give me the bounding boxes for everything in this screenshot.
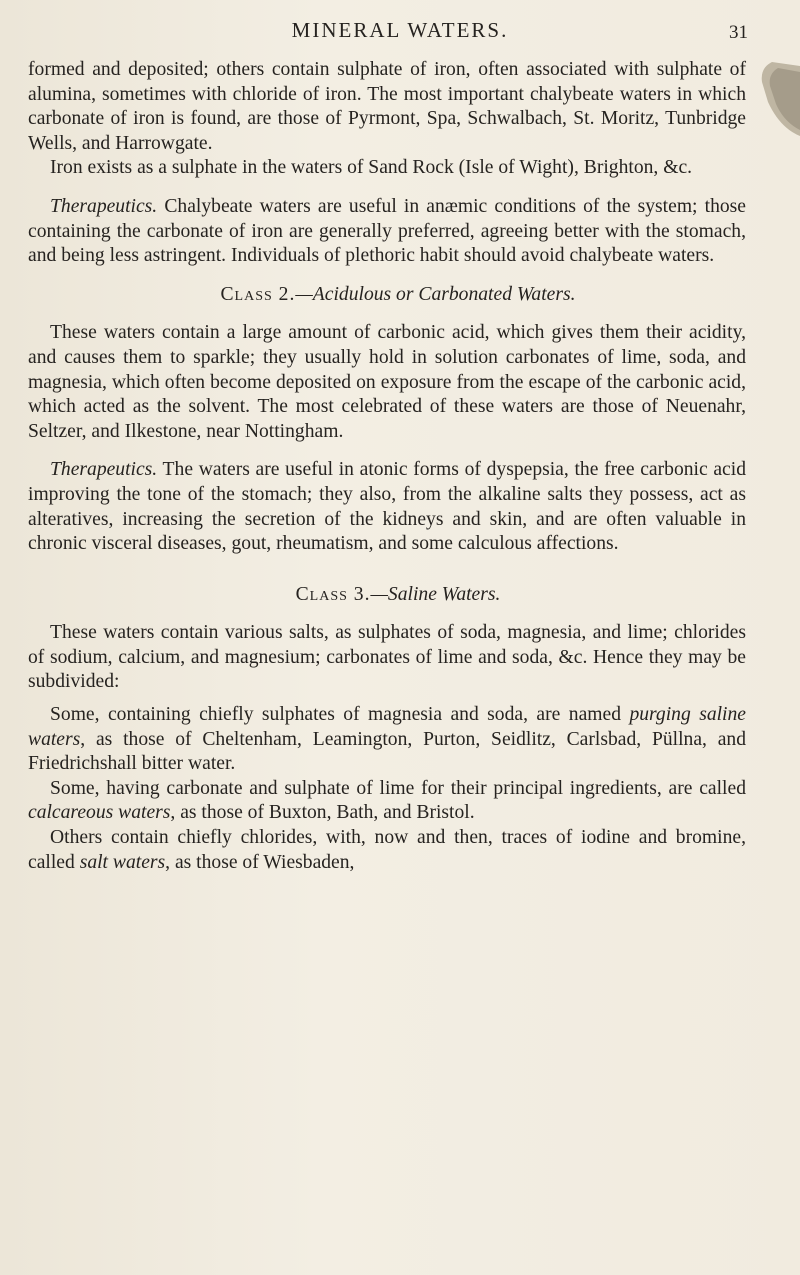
paragraph: formed and deposited; others contain sulphate of iron, often associated with sulphate of alumina, sometimes with chloride of iron. The most important chalybeate waters in which carbonate of iron is found, are those of Pyrmont, Spa, Schwalbach, St. Moritz, Tunbridge Wells, and Harrowgate. bbox=[28, 59, 746, 154]
paragraph-text: Chalybeate waters are useful in anæmic conditions of the system; those containing the carbonate of iron are generally preferred, agreeing better with the stomach, and being less astringent. Individuals of plethoric habit should avoid chalybeate waters. bbox=[28, 195, 746, 267]
section-number: Class 3. bbox=[295, 583, 371, 605]
page-number: 31 bbox=[729, 22, 748, 43]
paragraph: Some, having carbonate and sulphate of lime for their principal ingredients, are called calcareous waters, as those of Buxton, Bath, and Bristol. bbox=[28, 777, 746, 824]
paragraph: Others contain chiefly chlorides, with, now and then, traces of iodine and bromine, called salt waters, as those of Wiesbaden, bbox=[28, 827, 746, 873]
body-text bbox=[28, 58, 746, 875]
section-heading bbox=[28, 583, 746, 608]
section-title: —Acidulous or Carbonated Waters. bbox=[295, 283, 576, 305]
paragraph: Iron exists as a sulphate in the waters of Sand Rock (Isle of Wight), Brighton, &c. bbox=[50, 157, 693, 179]
running-title: MINERAL WATERS. bbox=[291, 18, 509, 42]
section-heading bbox=[28, 283, 746, 308]
paper-tab-icon bbox=[750, 58, 800, 138]
emphasis: salt waters bbox=[79, 851, 166, 873]
paragraph: Some, containing chiefly sulphates of magnesia and soda, are named purging saline waters, as those of Cheltenham, Leamington, Purton, Seidlitz, Carlsbad, Püllna, and Friedrichshall bitter water. bbox=[28, 704, 746, 775]
paragraph: These waters contain a large amount of carbonic acid, which gives them their acidity, and causes them to sparkle; they usually hold in solution carbonates of lime, soda, and magnesia, which often become deposited on exposure from the escape of the carbonic acid, which acted as the solvent. The most celebrated of these waters are those of Neuenahr, Seltzer, and Ilkestone, near Nottingham. bbox=[28, 322, 746, 442]
paragraph-text: The waters are useful in atonic forms of dyspepsia, the free carbonic acid improving the tone of the stomach; they also, from the alkaline salts they possess, act as alteratives, increasing the secretion of the kidneys and skin, and are often valuable in chronic visceral diseases, gout, rheumatism, and some calculous affections. bbox=[28, 459, 746, 555]
paragraph bbox=[28, 458, 746, 556]
paragraph-label: Therapeutics. bbox=[50, 459, 158, 481]
emphasis: purging saline waters bbox=[28, 704, 746, 750]
running-head bbox=[0, 10, 800, 50]
paragraph: These waters contain various salts, as sulphates of soda, magnesia, and lime; chlorides of sodium, calcium, and magnesium; carbonates of lime and soda, &c. Hence they may be subdivided: bbox=[28, 622, 746, 693]
section-number: Class 2. bbox=[220, 283, 296, 305]
emphasis: calcareous waters bbox=[28, 802, 171, 824]
paragraph bbox=[28, 195, 746, 269]
section-title: —Saline Waters. bbox=[370, 583, 501, 605]
paragraph-label: Therapeutics. bbox=[50, 195, 158, 217]
